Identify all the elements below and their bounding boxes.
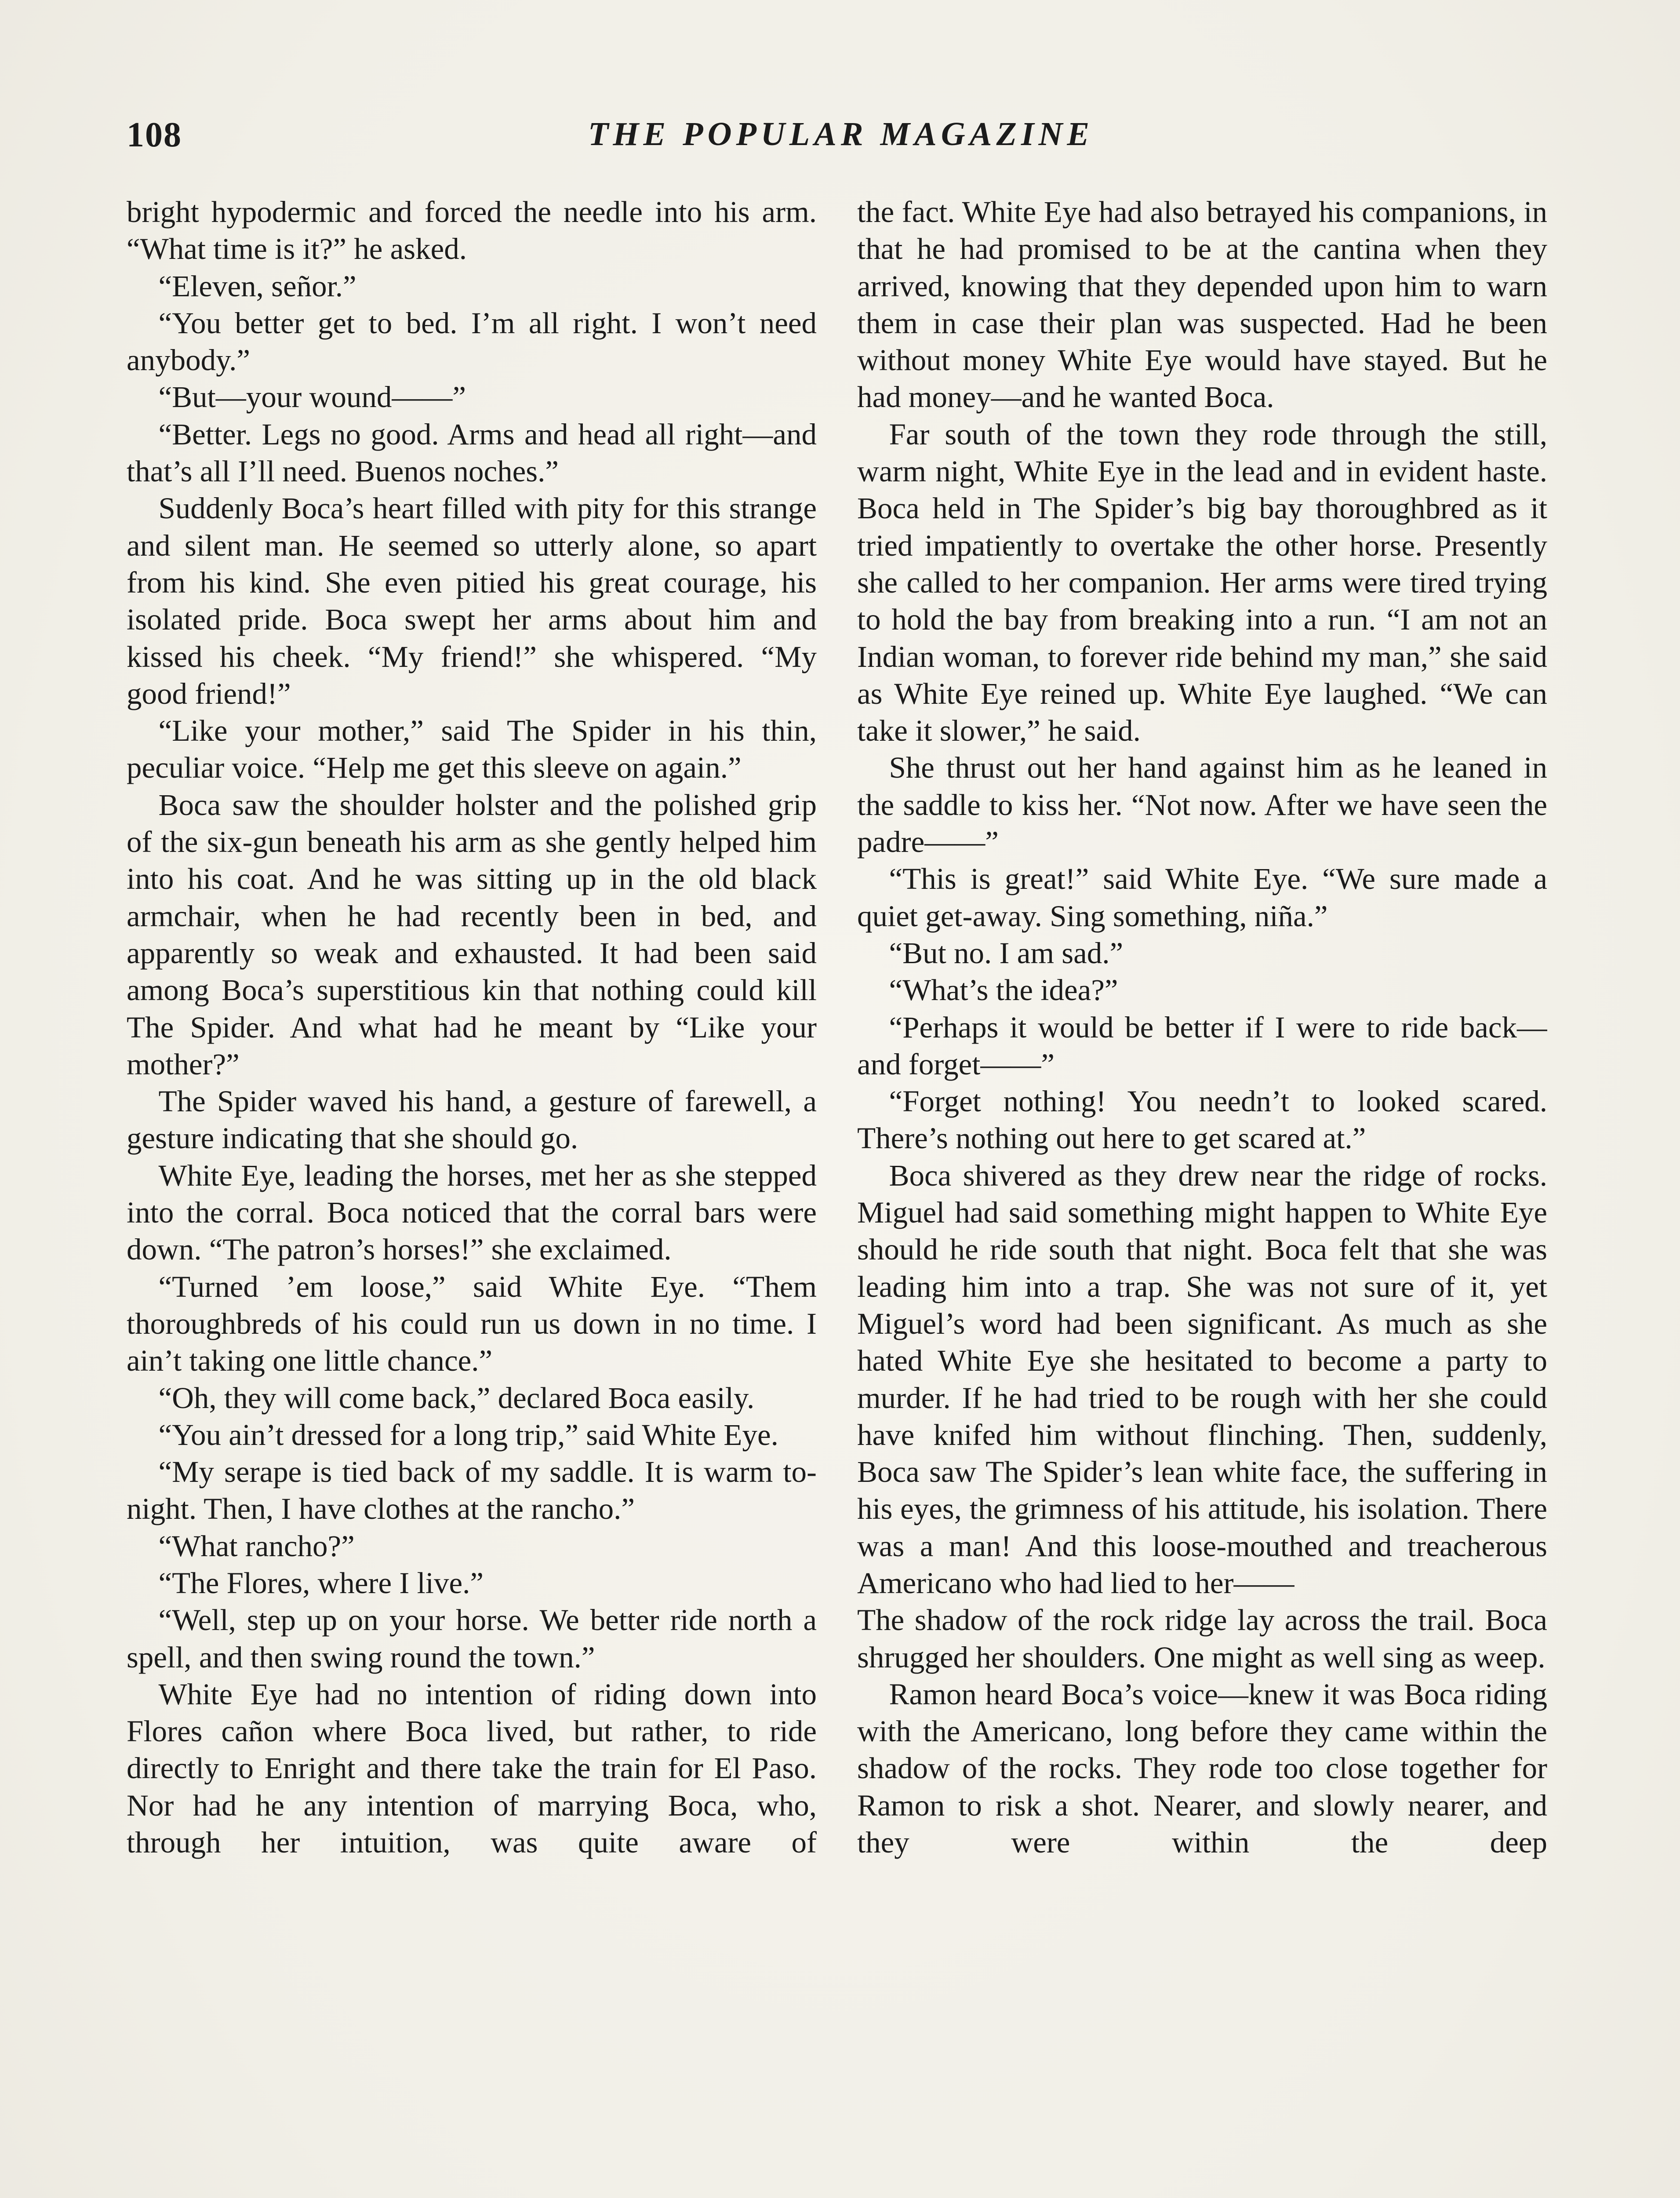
paragraph: “Oh, they will come back,” declared Boca easily. [158,1381,755,1415]
paragraph: Far south of the town they rode through the still, warm night, White Eye in the lead and in evident haste. Boca held in The Spider’s big bay thoroughbred as it tried impatiently to overtake the other horse. Presently she called to her companion. Her arms were tired trying to hold the bay from breaking into a run. “I am not an Indian woman, to forever ride behind my man,” she said as White Eye reined up. White Eye laughed. “We can take it slower,” he said. [857,417,1547,748]
paragraph: White Eye had no intention of riding down into Flores cañon where Boca lived, but rather, to ride directly to Enright and there take the train for El Paso. Nor had he any intention of marrying Boca, who, through her intuition, was quite aware of [127,1677,817,1860]
paragraph: “Forget nothing! You needn’t to looked scared. There’s nothing out here to get scared at.” [857,1084,1547,1155]
paragraph: “Like your mother,” said The Spider in his thin, peculiar voice. “Help me get this sleeve on again.” [127,714,817,785]
paragraph: Boca saw the shoulder holster and the polished grip of the six-gun beneath his arm as she gently helped him into his coat. And he was sitting up in the old black armchair, when he had recently been in bed, and apparently so weak and exhausted. It had been said among Boca’s superstitious kin that nothing could kill The Spider. And what had he meant by “Like your mother?” [127,788,817,1081]
left-column [127,193,817,2198]
page-header [127,115,1555,168]
paragraph: “Eleven, señor.” [158,269,356,303]
paragraph: “But—your wound——” [158,380,466,414]
paragraph: She thrust out her hand against him as he leaned in the saddle to kiss her. “Not now. After we have seen the padre——” [857,751,1547,859]
paragraph: The shadow of the rock ridge lay across the trail. Boca shrugged her shoulders. One might as well sing as weep. [857,1603,1547,1674]
page-number: 108 [127,116,182,154]
paragraph: “But no. I am sad.” [889,936,1124,970]
paragraph: “Perhaps it would be better if I were to ride back—and forget——” [857,1010,1547,1081]
paragraph: the fact. White Eye had also betrayed his companions, in that he had promised to be at the cantina when they arrived, knowing that they depended upon him to warn them in case their plan was suspected. Had he been without money White Eye would have stayed. But he had money—and he wanted Boca. [857,195,1547,414]
paragraph: “What rancho?” [158,1529,355,1563]
paragraph: “Better. Legs no good. Arms and head all right—and that’s all I’ll need. Buenos noches.” [127,417,817,488]
paragraph: The Spider waved his hand, a gesture of farewell, a gesture indicating that she should go. [127,1084,817,1155]
running-title: THE POPULAR MAGAZINE [588,116,1094,153]
paragraph: Suddenly Boca’s heart filled with pity for this strange and silent man. He seemed so utterly alone, so apart from his kind. She even pitied his great courage, his isolated pride. Boca swept her arms about him and kissed his cheek. “My friend!” she whispered. “My good friend!” [127,491,817,710]
paragraph: “This is great!” said White Eye. “We sure made a quiet get-away. Sing something, niña.” [857,862,1547,933]
paragraph: “What’s the idea?” [889,973,1118,1007]
paragraph: Ramon heard Boca’s voice—knew it was Boca riding with the Americano, long before they came within the shadow of the rocks. They rode too close together for Ramon to risk a shot. Nearer, and slowly nearer, and they were within the deep [857,1677,1547,1860]
right-column [857,193,1547,2198]
paragraph: Boca shivered as they drew near the ridge of rocks. Miguel had said something might happen to White Eye should he ride south that night. Boca felt that she was leading him into a trap. She was not sure of it, yet Miguel’s word had been significant. As much as she hated White Eye she hesitated to become a party to murder. If he had tried to be rough with her she could have knifed him without flinching. Then, suddenly, Boca saw The Spider’s lean white face, the suffering in his eyes, the grimness of his attitude, his isolation. There was a man! And this loose-mouthed and treacherous Americano who had lied to her—— [857,1158,1547,1600]
paragraph: “My serape is tied back of my saddle. It is warm to-night. Then, I have clothes at the rancho.” [127,1455,817,1526]
paragraph: “You better get to bed. I’m all right. I won’t need anybody.” [127,306,817,377]
paragraph: White Eye, leading the horses, met her as she stepped into the corral. Boca noticed that the corral bars were down. “The patron’s horses!” she exclaimed. [127,1158,817,1266]
paragraph: “The Flores, where I live.” [158,1566,484,1600]
paragraph: bright hypodermic and forced the needle into his arm. “What time is it?” he asked. [127,195,817,266]
paragraph: “Well, step up on your horse. We better ride north a spell, and then swing round the town.” [127,1603,817,1674]
paragraph: “You ain’t dressed for a long trip,” said White Eye. [158,1418,778,1452]
paragraph: “Turned ’em loose,” said White Eye. “Them thoroughbreds of his could run us down in no time. I ain’t taking one little chance.” [127,1270,817,1378]
